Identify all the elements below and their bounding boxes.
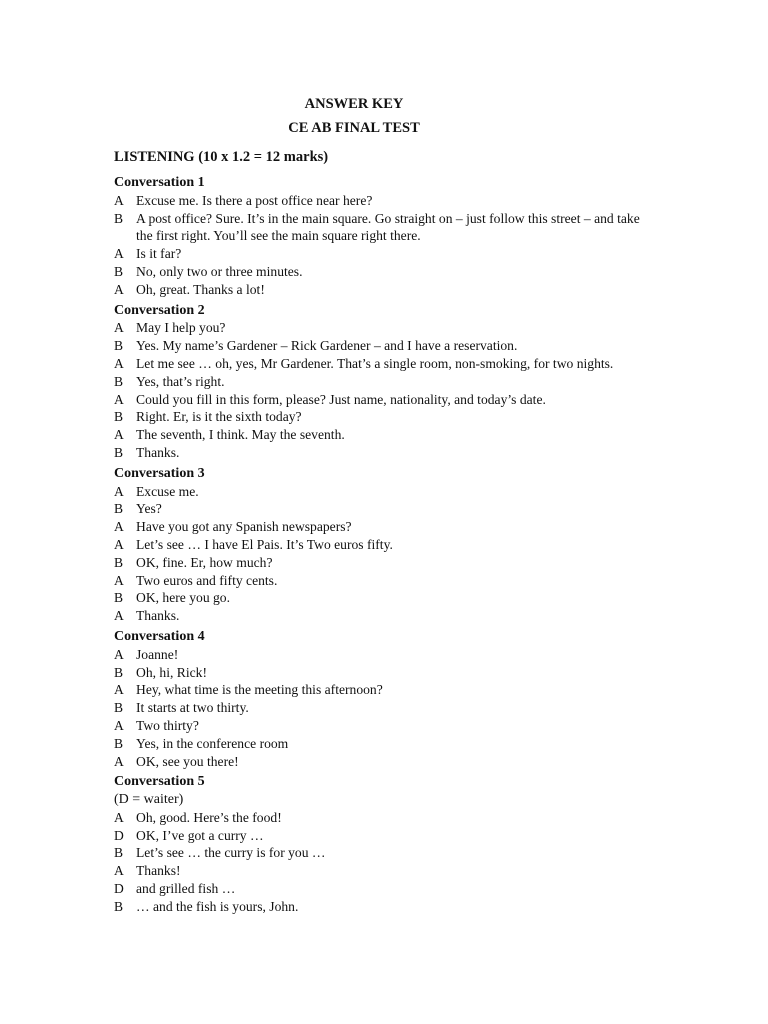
conversation-block: [114, 302, 654, 462]
speaker-label: A: [114, 682, 124, 698]
speaker-label: B: [114, 373, 124, 389]
conversation-heading: Conversation 4: [114, 628, 205, 644]
dialogue-line: [114, 391, 654, 409]
speaker-label: B: [114, 409, 124, 425]
dialogue-line: [114, 699, 654, 717]
dialogue-text: Yes. My name’s Gardener – Rick Gardener – and I have a reservation.: [136, 338, 518, 354]
dialogue-line: [114, 408, 654, 426]
speaker-label: B: [114, 501, 124, 517]
conversation-heading: Conversation 3: [114, 465, 205, 481]
conversation-heading: Conversation 1: [114, 175, 205, 190]
dialogue-text: Hey, what time is the meeting this afternoon?: [136, 682, 383, 698]
dialogue-line: [114, 263, 654, 281]
speaker-label: A: [114, 608, 124, 624]
section-heading-listening: LISTENING (10 x 1.2 = 12 marks): [114, 149, 329, 165]
conversation-block: [114, 773, 654, 915]
conversation-block: [114, 465, 654, 625]
dialogue-line: [114, 426, 654, 444]
dialogue-line: [114, 880, 654, 898]
dialogue-text: Two thirty?: [136, 717, 199, 733]
dialogue-text: No, only two or three minutes.: [136, 263, 303, 279]
speaker-label: B: [114, 898, 124, 914]
dialogue-line: [114, 444, 654, 462]
dialogue-text: OK, fine. Er, how much?: [136, 554, 273, 570]
dialogue-line: [114, 681, 654, 699]
speaker-label: B: [114, 263, 124, 279]
speaker-label: A: [114, 519, 124, 535]
dialogue-line: [114, 192, 654, 210]
dialogue-text: Could you fill in this form, please? Just name, nationality, and today’s date.: [136, 391, 546, 407]
dialogue-line: [114, 355, 654, 373]
dialogue-text: It starts at two thirty.: [136, 700, 249, 716]
dialogue-line: [114, 483, 654, 501]
speaker-label: D: [114, 881, 124, 897]
dialogue-line: [114, 281, 654, 299]
dialogue-line: [114, 210, 654, 246]
speaker-label: A: [114, 536, 124, 552]
conversation-heading: Conversation 2: [114, 302, 205, 318]
dialogue-text: and grilled fish …: [136, 881, 236, 897]
speaker-label: B: [114, 444, 124, 460]
dialogue-line: [114, 500, 654, 518]
dialogue-text: Is it far?: [136, 246, 182, 262]
speaker-label: B: [114, 210, 124, 226]
conversation-heading: Conversation 5: [114, 774, 205, 790]
speaker-label: A: [114, 355, 124, 371]
dialogue-line: [114, 245, 654, 263]
speaker-label: B: [114, 590, 124, 606]
dialogue-text: Yes, in the conference room: [136, 735, 289, 751]
dialogue-text: … and the fish is yours, John.: [136, 898, 299, 914]
dialogue-text: Let’s see … the curry is for you …: [136, 845, 326, 861]
speaker-label: B: [114, 735, 124, 751]
dialogue-text: Joanne!: [136, 646, 179, 662]
speaker-label: A: [114, 391, 124, 407]
speaker-label: B: [114, 700, 124, 716]
dialogue-line: [114, 536, 654, 554]
dialogue-text: Have you got any Spanish newspapers?: [136, 519, 352, 535]
speaker-label: A: [114, 809, 124, 825]
dialogue-line: [114, 862, 654, 880]
page-subtitle: CE AB FINAL TEST: [288, 120, 420, 136]
dialogue-line: [114, 898, 654, 916]
speaker-label: A: [114, 863, 124, 879]
dialogue-text: OK, I’ve got a curry …: [136, 827, 264, 843]
speaker-label: A: [114, 646, 124, 662]
dialogue-text: Oh, good. Here’s the food!: [136, 809, 282, 825]
dialogue-line: [114, 572, 654, 590]
dialogue-text: Let me see … oh, yes, Mr Gardener. That’s a single room, non-smoking, for two nights.: [136, 355, 614, 371]
dialogue-line: [114, 337, 654, 355]
dialogue-line: [114, 373, 654, 391]
dialogue-text: Thanks!: [136, 863, 181, 879]
dialogue-line: [114, 607, 654, 625]
speaker-label: D: [114, 827, 124, 843]
dialogue-text: Thanks.: [136, 444, 180, 460]
dialogue-text: Yes?: [136, 501, 162, 517]
dialogue-line: [114, 664, 654, 682]
dialogue-text: A post office? Sure. It’s in the main square. Go straight on – just follow this street – and take the first right. You’ll see the main square right there.: [136, 210, 640, 244]
dialogue-text: Let’s see … I have El Pais. It’s Two euros fifty.: [136, 536, 393, 552]
speaker-label: B: [114, 338, 124, 354]
dialogue-line: [114, 827, 654, 845]
page-title: ANSWER KEY: [304, 96, 404, 112]
dialogue-text: Oh, great. Thanks a lot!: [136, 281, 265, 297]
dialogue-text: The seventh, I think. May the seventh.: [136, 427, 345, 443]
dialogue-text: Right. Er, is it the sixth today?: [136, 409, 302, 425]
dialogue-line: [114, 518, 654, 536]
dialogue-line: [114, 646, 654, 664]
conversation-note: (D = waiter): [114, 792, 184, 808]
speaker-label: A: [114, 320, 124, 336]
dialogue-line: [114, 735, 654, 753]
dialogue-line: [114, 717, 654, 735]
dialogue-line: [114, 753, 654, 771]
dialogue-text: OK, here you go.: [136, 590, 231, 606]
dialogue-text: Thanks.: [136, 608, 180, 624]
dialogue-line: [114, 844, 654, 862]
speaker-label: B: [114, 664, 124, 680]
dialogue-line: [114, 589, 654, 607]
dialogue-line: [114, 554, 654, 572]
dialogue-line: [114, 319, 654, 337]
answer-key-page: [114, 92, 654, 916]
dialogue-text: OK, see you there!: [136, 753, 239, 769]
speaker-label: A: [114, 572, 124, 588]
speaker-label: A: [114, 281, 124, 297]
dialogue-text: Excuse me.: [136, 483, 199, 499]
dialogue-text: May I help you?: [136, 320, 226, 336]
speaker-label: A: [114, 427, 124, 443]
speaker-label: B: [114, 554, 124, 570]
conversations-list: [114, 174, 654, 916]
speaker-label: A: [114, 717, 124, 733]
dialogue-text: Yes, that’s right.: [136, 373, 225, 389]
conversation-block: [114, 628, 654, 770]
speaker-label: A: [114, 192, 124, 208]
dialogue-text: Excuse me. Is there a post office near here?: [136, 192, 373, 208]
speaker-label: B: [114, 845, 124, 861]
speaker-label: A: [114, 483, 124, 499]
speaker-label: A: [114, 246, 124, 262]
conversation-block: [114, 174, 654, 299]
dialogue-text: Two euros and fifty cents.: [136, 572, 278, 588]
dialogue-line: [114, 809, 654, 827]
dialogue-text: Oh, hi, Rick!: [136, 664, 207, 680]
speaker-label: A: [114, 753, 124, 769]
